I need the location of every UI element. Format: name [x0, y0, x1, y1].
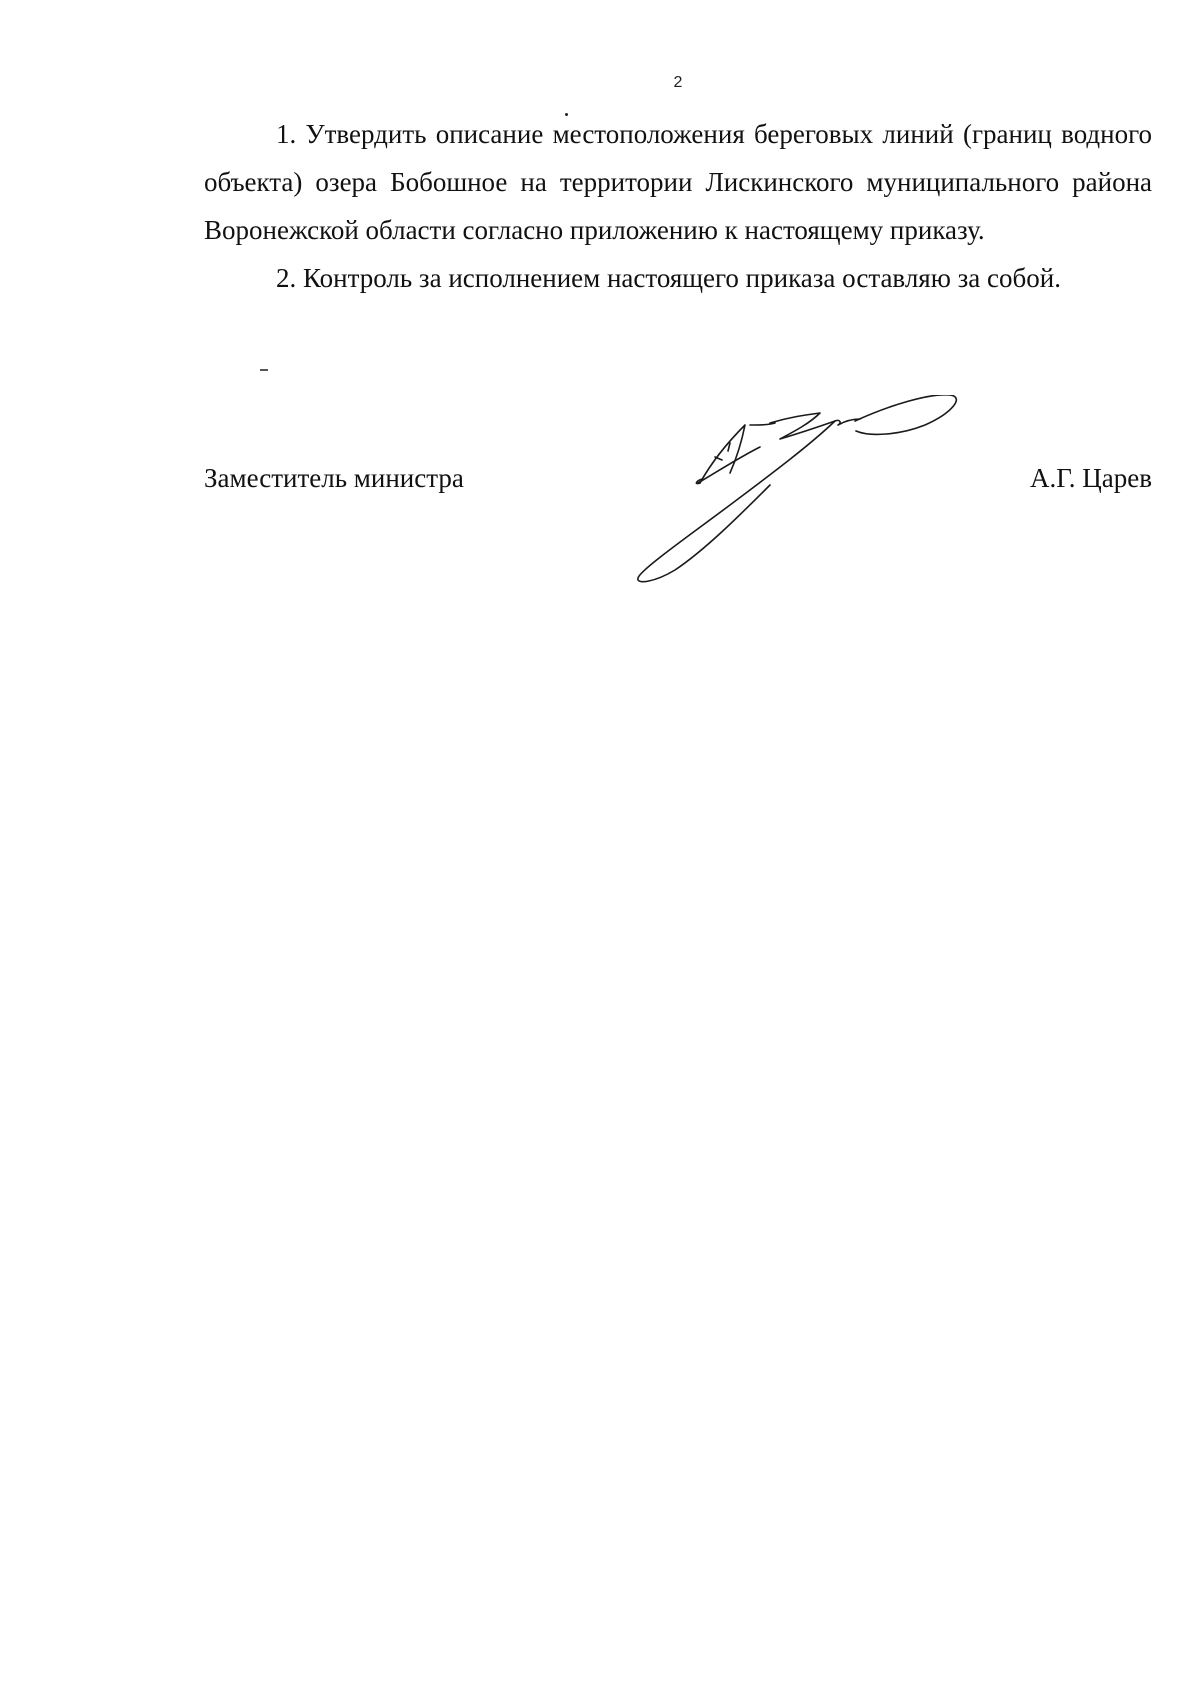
document-body: [204, 110, 1152, 302]
page-number: 2: [673, 74, 683, 91]
paragraph-2: 2. Контроль за исполнением настоящего приказа оставляю за собой.: [276, 263, 1061, 293]
handwritten-signature: [630, 395, 1050, 595]
signatory-name: А.Г. Царев: [1029, 463, 1152, 493]
stray-dash-mark: [260, 369, 268, 371]
signatory-position: Заместитель министра: [204, 463, 464, 493]
paragraph-1: 1. Утвердить описание местоположения береговых линий (границ водного объекта) озера Бобошное на территории Лискинского муниципального района Воронежской области согласно приложению к настоящему приказу.: [204, 119, 1152, 245]
